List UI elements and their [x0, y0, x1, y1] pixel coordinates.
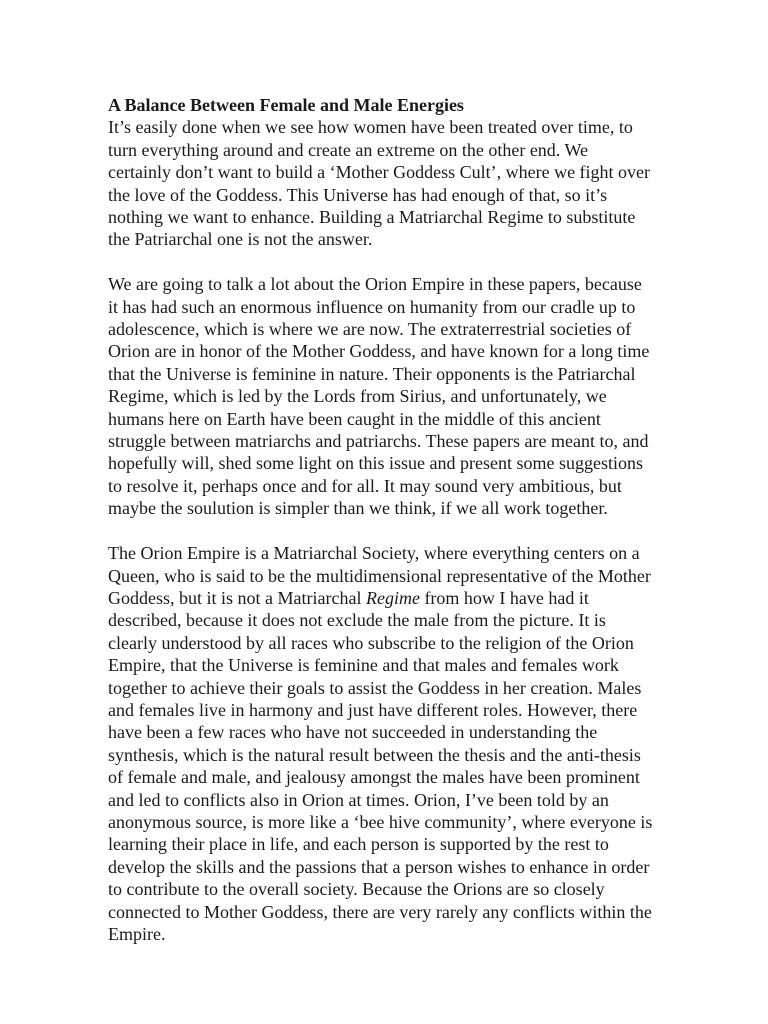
paragraph-2 [108, 273, 668, 519]
text-line: anonymous source, is more like a ‘bee hive community’, where everyone is [108, 811, 653, 832]
text-line: to contribute to the overall society. Because the Orions are so closely [108, 879, 605, 900]
document-title: A Balance Between Female and Male Energies [108, 95, 464, 115]
text-line: Empire. [108, 924, 166, 944]
text-line: and led to conflicts also in Orion at times. Orion, I’ve been told by an [108, 789, 609, 810]
text-line: We are going to talk a lot about the Orion Empire in these papers, because [108, 274, 642, 295]
text-line: Orion are in honor of the Mother Goddess, and have known for a long time [108, 341, 650, 362]
text-line: and females live in harmony and just have different roles. However, there [108, 699, 638, 720]
text-line: Regime, which is led by the Lords from Sirius, and unfortunately, we [108, 386, 607, 407]
text-line: Empire, that the Universe is feminine and that males and females work [108, 655, 619, 676]
text-line: humans here on Earth have been caught in the middle of this ancient [108, 408, 601, 429]
text-line: the Patriarchal one is not the answer. [108, 229, 373, 250]
text-line: certainly don’t want to build a ‘Mother Goddess Cult’, where we fight over [108, 162, 651, 183]
text-segment: Goddess, but it is not a Matriarchal [108, 587, 366, 608]
text-line: it has had such an enormous influence on humanity from our cradle up to [108, 296, 636, 317]
text-line: hopefully will, shed some light on this issue and present some suggestions [108, 453, 643, 474]
text-line: adolescence, which is where we are now. The extraterrestrial societies of [108, 319, 632, 340]
text-line: nothing we want to enhance. Building a Matriarchal Regime to substitute [108, 207, 636, 228]
text-line: struggle between matriarchs and patriarchs. These papers are meant to, and [108, 431, 649, 452]
text-line: learning their place in life, and each person is supported by the rest to [108, 834, 609, 855]
text-line: described, because it does not exclude the male from the picture. It is [108, 610, 606, 631]
text-line: turn everything around and create an extreme on the other end. We [108, 139, 589, 160]
text-line: clearly understood by all races who subscribe to the religion of the Orion [108, 632, 634, 653]
text-line: connected to Mother Goddess, there are very rarely any conflicts within the [108, 901, 652, 922]
text-line: synthesis, which is the natural result between the thesis and the anti-thesis [108, 744, 641, 765]
text-line: of female and male, and jealousy amongst the males have been prominent [108, 767, 640, 788]
text-line: together to achieve their goals to assist the Goddess in her creation. Males [108, 677, 642, 698]
italic-word: Regime [365, 587, 420, 608]
text-segment: from how I have had it [419, 587, 589, 608]
text-line: maybe the soulution is simpler than we think, if we all work together. [108, 498, 608, 519]
paragraph-3 [108, 542, 668, 945]
document-page [108, 94, 668, 968]
paragraph-1 [108, 116, 668, 250]
text-line: It’s easily done when we see how women have been treated over time, to [108, 117, 633, 138]
text-line: have been a few races who have not succeeded in understanding the [108, 722, 598, 743]
text-line: develop the skills and the passions that a person wishes to enhance in order [108, 856, 650, 877]
text-line: to resolve it, perhaps once and for all. It may sound very ambitious, but [108, 475, 622, 496]
text-line: that the Universe is feminine in nature. Their opponents is the Patriarchal [108, 363, 636, 384]
text-line: the love of the Goddess. This Universe has had enough of that, so it’s [108, 184, 608, 205]
text-line: The Orion Empire is a Matriarchal Society, where everything centers on a [108, 543, 640, 564]
text-line-with-italic [108, 587, 668, 609]
text-line: Queen, who is said to be the multidimensional representative of the Mother [108, 565, 651, 586]
